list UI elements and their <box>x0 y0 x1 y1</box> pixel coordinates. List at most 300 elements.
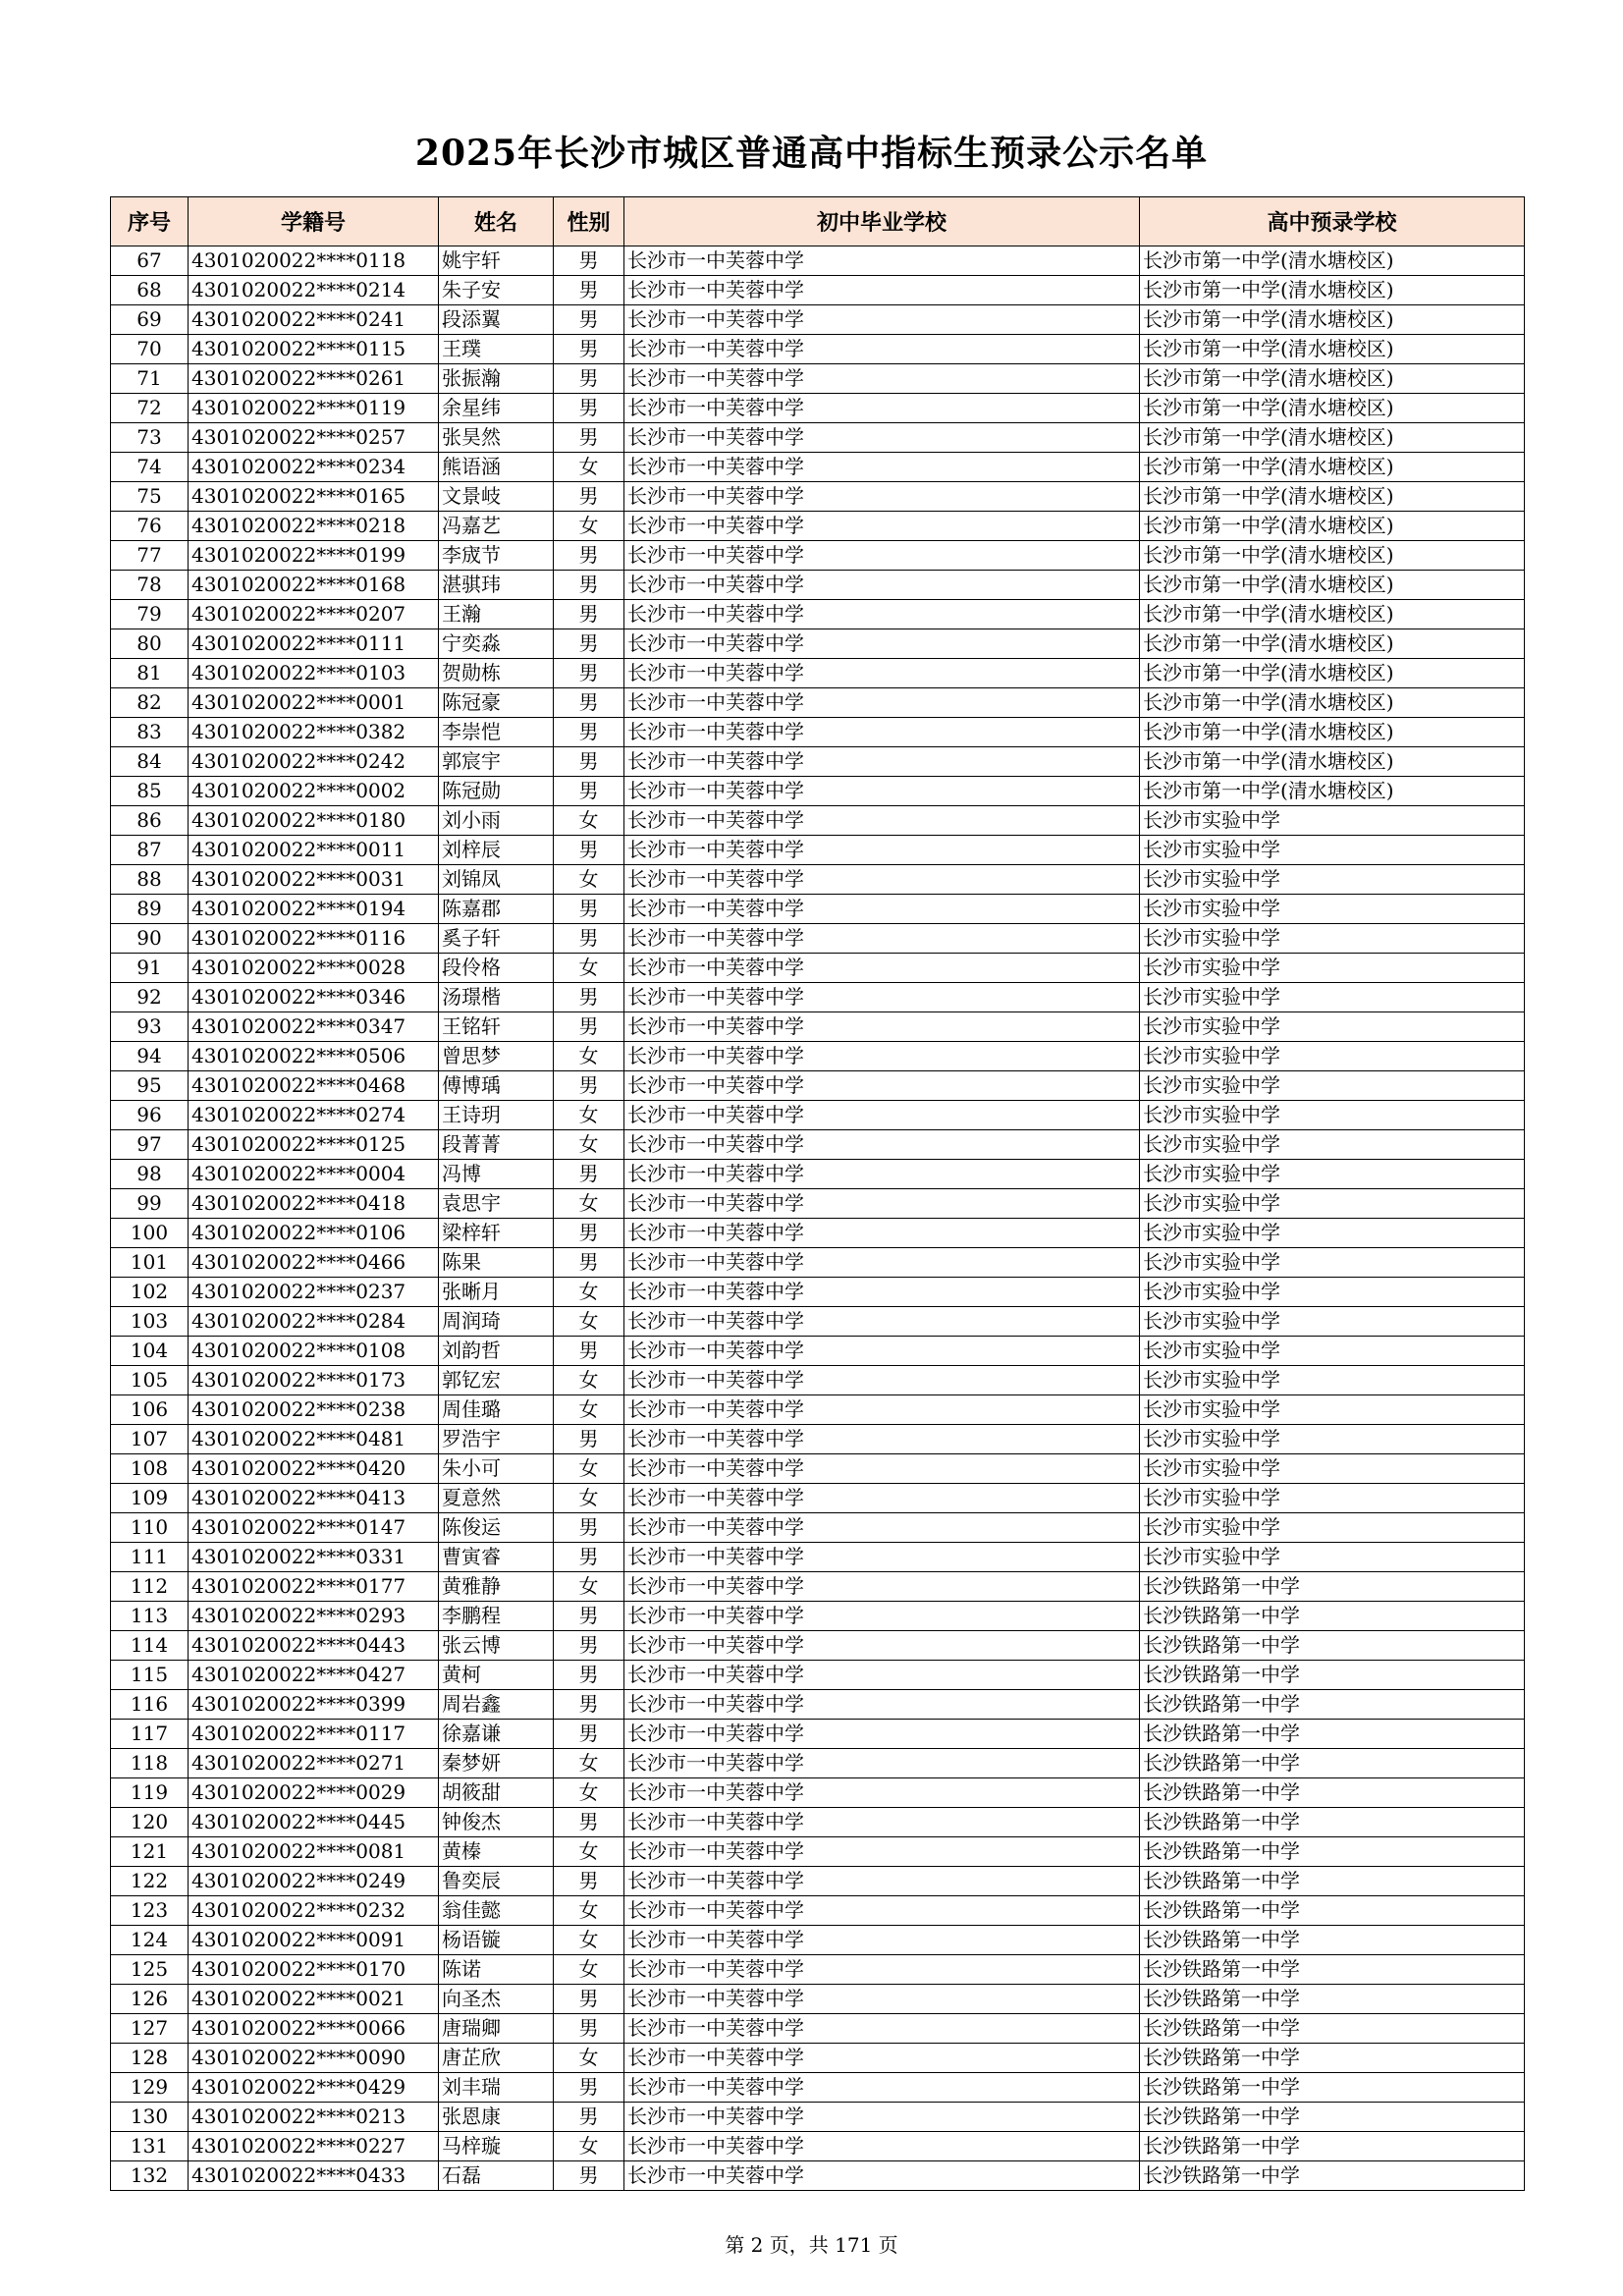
cell-gender: 男 <box>554 836 624 865</box>
cell-gender: 男 <box>554 1248 624 1278</box>
cell-middle-school: 长沙市一中芙蓉中学 <box>624 571 1140 600</box>
cell-name: 冯嘉艺 <box>439 512 554 541</box>
cell-index: 114 <box>111 1631 189 1661</box>
cell-middle-school: 长沙市一中芙蓉中学 <box>624 364 1140 394</box>
cell-student-id: 4301020022****0443 <box>189 1631 439 1661</box>
table-row <box>111 1101 1525 1130</box>
cell-high-school: 长沙市实验中学 <box>1140 865 1525 895</box>
table-row <box>111 2044 1525 2073</box>
cell-index: 113 <box>111 1602 189 1631</box>
table-row <box>111 1248 1525 1278</box>
cell-high-school: 长沙市第一中学(清水塘校区) <box>1140 659 1525 688</box>
cell-name: 姚宇轩 <box>439 246 554 276</box>
cell-high-school: 长沙铁路第一中学 <box>1140 2103 1525 2132</box>
cell-student-id: 4301020022****0118 <box>189 246 439 276</box>
cell-student-id: 4301020022****0207 <box>189 600 439 629</box>
cell-name: 陈冠勋 <box>439 777 554 806</box>
cell-name: 胡筱甜 <box>439 1778 554 1808</box>
cell-middle-school: 长沙市一中芙蓉中学 <box>624 688 1140 718</box>
cell-index: 86 <box>111 806 189 836</box>
cell-index: 118 <box>111 1749 189 1778</box>
cell-high-school: 长沙铁路第一中学 <box>1140 1690 1525 1720</box>
cell-index: 97 <box>111 1130 189 1160</box>
cell-index: 106 <box>111 1395 189 1425</box>
cell-student-id: 4301020022****0106 <box>189 1219 439 1248</box>
cell-index: 98 <box>111 1160 189 1189</box>
table-row <box>111 718 1525 747</box>
cell-middle-school: 长沙市一中芙蓉中学 <box>624 453 1140 482</box>
cell-name: 钟俊杰 <box>439 1808 554 1837</box>
cell-student-id: 4301020022****0241 <box>189 305 439 335</box>
cell-middle-school: 长沙市一中芙蓉中学 <box>624 1837 1140 1867</box>
cell-index: 69 <box>111 305 189 335</box>
header-middle-school: 初中毕业学校 <box>624 197 1140 246</box>
cell-middle-school: 长沙市一中芙蓉中学 <box>624 1896 1140 1926</box>
cell-gender: 女 <box>554 1454 624 1484</box>
cell-index: 122 <box>111 1867 189 1896</box>
cell-middle-school: 长沙市一中芙蓉中学 <box>624 895 1140 924</box>
cell-index: 123 <box>111 1896 189 1926</box>
table-row <box>111 1395 1525 1425</box>
cell-name: 陈嘉郡 <box>439 895 554 924</box>
cell-name: 冯博 <box>439 1160 554 1189</box>
cell-middle-school: 长沙市一中芙蓉中学 <box>624 1454 1140 1484</box>
table-row <box>111 1219 1525 1248</box>
cell-student-id: 4301020022****0347 <box>189 1012 439 1042</box>
cell-index: 108 <box>111 1454 189 1484</box>
table-row <box>111 1837 1525 1867</box>
cell-gender: 男 <box>554 1543 624 1572</box>
table-row <box>111 1955 1525 1985</box>
cell-gender: 男 <box>554 1867 624 1896</box>
cell-gender: 女 <box>554 453 624 482</box>
cell-high-school: 长沙市实验中学 <box>1140 954 1525 983</box>
cell-middle-school: 长沙市一中芙蓉中学 <box>624 1484 1140 1513</box>
cell-name: 段菁菁 <box>439 1130 554 1160</box>
cell-middle-school: 长沙市一中芙蓉中学 <box>624 1985 1140 2014</box>
cell-index: 81 <box>111 659 189 688</box>
cell-student-id: 4301020022****0091 <box>189 1926 439 1955</box>
table-header-row <box>111 197 1525 246</box>
cell-high-school: 长沙市第一中学(清水塘校区) <box>1140 629 1525 659</box>
cell-name: 王铭轩 <box>439 1012 554 1042</box>
cell-high-school: 长沙市实验中学 <box>1140 1071 1525 1101</box>
cell-student-id: 4301020022****0242 <box>189 747 439 777</box>
cell-name: 段添翼 <box>439 305 554 335</box>
cell-middle-school: 长沙市一中芙蓉中学 <box>624 1513 1140 1543</box>
cell-gender: 男 <box>554 394 624 423</box>
cell-index: 96 <box>111 1101 189 1130</box>
cell-middle-school: 长沙市一中芙蓉中学 <box>624 777 1140 806</box>
cell-index: 107 <box>111 1425 189 1454</box>
cell-student-id: 4301020022****0115 <box>189 335 439 364</box>
cell-index: 67 <box>111 246 189 276</box>
cell-index: 92 <box>111 983 189 1012</box>
cell-gender: 男 <box>554 629 624 659</box>
cell-student-id: 4301020022****0429 <box>189 2073 439 2103</box>
cell-middle-school: 长沙市一中芙蓉中学 <box>624 394 1140 423</box>
cell-middle-school: 长沙市一中芙蓉中学 <box>624 836 1140 865</box>
cell-index: 95 <box>111 1071 189 1101</box>
cell-student-id: 4301020022****0249 <box>189 1867 439 1896</box>
cell-gender: 男 <box>554 2014 624 2044</box>
table-row <box>111 1337 1525 1366</box>
cell-high-school: 长沙市实验中学 <box>1140 1337 1525 1366</box>
cell-gender: 女 <box>554 1130 624 1160</box>
cell-student-id: 4301020022****0028 <box>189 954 439 983</box>
cell-gender: 男 <box>554 1808 624 1837</box>
cell-index: 76 <box>111 512 189 541</box>
cell-index: 111 <box>111 1543 189 1572</box>
cell-name: 张恩康 <box>439 2103 554 2132</box>
cell-student-id: 4301020022****0468 <box>189 1071 439 1101</box>
table-row <box>111 895 1525 924</box>
cell-high-school: 长沙铁路第一中学 <box>1140 2014 1525 2044</box>
cell-gender: 男 <box>554 335 624 364</box>
cell-gender: 女 <box>554 1572 624 1602</box>
table-row <box>111 453 1525 482</box>
cell-gender: 女 <box>554 1189 624 1219</box>
cell-middle-school: 长沙市一中芙蓉中学 <box>624 1071 1140 1101</box>
cell-high-school: 长沙市实验中学 <box>1140 1395 1525 1425</box>
cell-name: 陈果 <box>439 1248 554 1278</box>
cell-high-school: 长沙市实验中学 <box>1140 1278 1525 1307</box>
cell-middle-school: 长沙市一中芙蓉中学 <box>624 1248 1140 1278</box>
cell-student-id: 4301020022****0177 <box>189 1572 439 1602</box>
cell-gender: 男 <box>554 482 624 512</box>
cell-middle-school: 长沙市一中芙蓉中学 <box>624 1778 1140 1808</box>
cell-high-school: 长沙铁路第一中学 <box>1140 1867 1525 1896</box>
cell-student-id: 4301020022****0117 <box>189 1720 439 1749</box>
cell-high-school: 长沙市第一中学(清水塘校区) <box>1140 541 1525 571</box>
cell-high-school: 长沙市实验中学 <box>1140 1219 1525 1248</box>
table-row <box>111 1484 1525 1513</box>
cell-gender: 男 <box>554 777 624 806</box>
cell-middle-school: 长沙市一中芙蓉中学 <box>624 1425 1140 1454</box>
table-row <box>111 2073 1525 2103</box>
cell-high-school: 长沙铁路第一中学 <box>1140 2132 1525 2161</box>
cell-student-id: 4301020022****0066 <box>189 2014 439 2044</box>
table-row <box>111 777 1525 806</box>
cell-name: 刘丰瑞 <box>439 2073 554 2103</box>
cell-gender: 男 <box>554 1012 624 1042</box>
cell-high-school: 长沙铁路第一中学 <box>1140 1778 1525 1808</box>
table-row <box>111 364 1525 394</box>
cell-name: 黄柯 <box>439 1661 554 1690</box>
cell-name: 张振瀚 <box>439 364 554 394</box>
cell-middle-school: 长沙市一中芙蓉中学 <box>624 1867 1140 1896</box>
cell-name: 湛骐玮 <box>439 571 554 600</box>
cell-high-school: 长沙铁路第一中学 <box>1140 1602 1525 1631</box>
cell-index: 85 <box>111 777 189 806</box>
cell-index: 116 <box>111 1690 189 1720</box>
cell-student-id: 4301020022****0293 <box>189 1602 439 1631</box>
cell-gender: 男 <box>554 364 624 394</box>
cell-name: 郭钇宏 <box>439 1366 554 1395</box>
cell-gender: 女 <box>554 1307 624 1337</box>
cell-name: 贺勋栋 <box>439 659 554 688</box>
cell-name: 奚子轩 <box>439 924 554 954</box>
table-row <box>111 1985 1525 2014</box>
cell-index: 129 <box>111 2073 189 2103</box>
cell-middle-school: 长沙市一中芙蓉中学 <box>624 1101 1140 1130</box>
cell-middle-school: 长沙市一中芙蓉中学 <box>624 1955 1140 1985</box>
cell-student-id: 4301020022****0234 <box>189 453 439 482</box>
table-row <box>111 571 1525 600</box>
cell-high-school: 长沙市第一中学(清水塘校区) <box>1140 747 1525 777</box>
cell-index: 73 <box>111 423 189 453</box>
cell-index: 77 <box>111 541 189 571</box>
cell-name: 刘梓辰 <box>439 836 554 865</box>
cell-middle-school: 长沙市一中芙蓉中学 <box>624 1631 1140 1661</box>
cell-student-id: 4301020022****0119 <box>189 394 439 423</box>
cell-student-id: 4301020022****0346 <box>189 983 439 1012</box>
cell-index: 128 <box>111 2044 189 2073</box>
cell-middle-school: 长沙市一中芙蓉中学 <box>624 2132 1140 2161</box>
cell-student-id: 4301020022****0125 <box>189 1130 439 1160</box>
cell-student-id: 4301020022****0194 <box>189 895 439 924</box>
table-row <box>111 1808 1525 1837</box>
cell-student-id: 4301020022****0168 <box>189 571 439 600</box>
cell-index: 105 <box>111 1366 189 1395</box>
cell-index: 124 <box>111 1926 189 1955</box>
cell-high-school: 长沙铁路第一中学 <box>1140 1896 1525 1926</box>
cell-name: 郭宸宇 <box>439 747 554 777</box>
cell-middle-school: 长沙市一中芙蓉中学 <box>624 2044 1140 2073</box>
cell-name: 黄雅静 <box>439 1572 554 1602</box>
cell-name: 汤璟楷 <box>439 983 554 1012</box>
cell-gender: 男 <box>554 2073 624 2103</box>
cell-middle-school: 长沙市一中芙蓉中学 <box>624 2014 1140 2044</box>
header-name: 姓名 <box>439 197 554 246</box>
cell-gender: 女 <box>554 865 624 895</box>
cell-gender: 男 <box>554 2103 624 2132</box>
cell-high-school: 长沙市第一中学(清水塘校区) <box>1140 364 1525 394</box>
cell-gender: 男 <box>554 895 624 924</box>
cell-middle-school: 长沙市一中芙蓉中学 <box>624 276 1140 305</box>
cell-gender: 男 <box>554 924 624 954</box>
table-row <box>111 335 1525 364</box>
table-row <box>111 1602 1525 1631</box>
cell-name: 李鹏程 <box>439 1602 554 1631</box>
cell-middle-school: 长沙市一中芙蓉中学 <box>624 541 1140 571</box>
cell-middle-school: 长沙市一中芙蓉中学 <box>624 423 1140 453</box>
cell-gender: 男 <box>554 1160 624 1189</box>
cell-middle-school: 长沙市一中芙蓉中学 <box>624 482 1140 512</box>
cell-gender: 男 <box>554 718 624 747</box>
cell-name: 陈冠豪 <box>439 688 554 718</box>
cell-middle-school: 长沙市一中芙蓉中学 <box>624 335 1140 364</box>
cell-name: 石磊 <box>439 2161 554 2191</box>
cell-middle-school: 长沙市一中芙蓉中学 <box>624 1572 1140 1602</box>
cell-high-school: 长沙铁路第一中学 <box>1140 1926 1525 1955</box>
cell-student-id: 4301020022****0173 <box>189 1366 439 1395</box>
cell-student-id: 4301020022****0261 <box>189 364 439 394</box>
cell-name: 刘小雨 <box>439 806 554 836</box>
cell-name: 宁奕淼 <box>439 629 554 659</box>
cell-high-school: 长沙市实验中学 <box>1140 836 1525 865</box>
cell-name: 朱小可 <box>439 1454 554 1484</box>
cell-student-id: 4301020022****0108 <box>189 1337 439 1366</box>
cell-middle-school: 长沙市一中芙蓉中学 <box>624 600 1140 629</box>
cell-high-school: 长沙铁路第一中学 <box>1140 1631 1525 1661</box>
cell-index: 87 <box>111 836 189 865</box>
table-row <box>111 954 1525 983</box>
cell-student-id: 4301020022****0011 <box>189 836 439 865</box>
cell-gender: 女 <box>554 1778 624 1808</box>
cell-name: 秦梦妍 <box>439 1749 554 1778</box>
cell-name: 张晰月 <box>439 1278 554 1307</box>
table-row <box>111 629 1525 659</box>
cell-high-school: 长沙市实验中学 <box>1140 806 1525 836</box>
cell-student-id: 4301020022****0002 <box>189 777 439 806</box>
cell-middle-school: 长沙市一中芙蓉中学 <box>624 1395 1140 1425</box>
cell-index: 115 <box>111 1661 189 1690</box>
cell-index: 121 <box>111 1837 189 1867</box>
cell-student-id: 4301020022****0021 <box>189 1985 439 2014</box>
cell-gender: 男 <box>554 1631 624 1661</box>
cell-student-id: 4301020022****0274 <box>189 1101 439 1130</box>
cell-index: 79 <box>111 600 189 629</box>
cell-index: 101 <box>111 1248 189 1278</box>
cell-gender: 女 <box>554 1896 624 1926</box>
cell-index: 126 <box>111 1985 189 2014</box>
table-row <box>111 1867 1525 1896</box>
cell-high-school: 长沙市实验中学 <box>1140 895 1525 924</box>
cell-gender: 男 <box>554 1985 624 2014</box>
cell-high-school: 长沙铁路第一中学 <box>1140 1661 1525 1690</box>
cell-index: 82 <box>111 688 189 718</box>
cell-student-id: 4301020022****0466 <box>189 1248 439 1278</box>
table-row <box>111 1543 1525 1572</box>
cell-gender: 男 <box>554 571 624 600</box>
cell-index: 100 <box>111 1219 189 1248</box>
cell-high-school: 长沙市第一中学(清水塘校区) <box>1140 394 1525 423</box>
cell-student-id: 4301020022****0170 <box>189 1955 439 1985</box>
cell-middle-school: 长沙市一中芙蓉中学 <box>624 2103 1140 2132</box>
cell-high-school: 长沙铁路第一中学 <box>1140 2073 1525 2103</box>
table-row <box>111 512 1525 541</box>
table-row <box>111 541 1525 571</box>
cell-name: 李崇恺 <box>439 718 554 747</box>
page-title: 2025年长沙市城区普通高中指标生预录公示名单 <box>414 133 1209 174</box>
cell-gender: 男 <box>554 747 624 777</box>
table-row <box>111 1513 1525 1543</box>
cell-index: 75 <box>111 482 189 512</box>
cell-student-id: 4301020022****0199 <box>189 541 439 571</box>
cell-gender: 男 <box>554 1071 624 1101</box>
cell-name: 熊语涵 <box>439 453 554 482</box>
cell-high-school: 长沙市实验中学 <box>1140 983 1525 1012</box>
cell-high-school: 长沙市实验中学 <box>1140 1189 1525 1219</box>
cell-middle-school: 长沙市一中芙蓉中学 <box>624 1189 1140 1219</box>
cell-high-school: 长沙铁路第一中学 <box>1140 1720 1525 1749</box>
cell-middle-school: 长沙市一中芙蓉中学 <box>624 629 1140 659</box>
cell-name: 徐嘉谦 <box>439 1720 554 1749</box>
cell-name: 向圣杰 <box>439 1985 554 2014</box>
cell-high-school: 长沙市实验中学 <box>1140 1042 1525 1071</box>
cell-name: 王诗玥 <box>439 1101 554 1130</box>
cell-name: 段伶格 <box>439 954 554 983</box>
header-gender: 性别 <box>554 197 624 246</box>
cell-student-id: 4301020022****0413 <box>189 1484 439 1513</box>
page-footer: 第 2 页，共 171 页 <box>725 2233 898 2257</box>
cell-index: 117 <box>111 1720 189 1749</box>
cell-middle-school: 长沙市一中芙蓉中学 <box>624 1366 1140 1395</box>
cell-name: 张昊然 <box>439 423 554 453</box>
cell-student-id: 4301020022****0506 <box>189 1042 439 1071</box>
table-row <box>111 2103 1525 2132</box>
cell-high-school: 长沙铁路第一中学 <box>1140 2044 1525 2073</box>
cell-student-id: 4301020022****0418 <box>189 1189 439 1219</box>
table-row <box>111 482 1525 512</box>
cell-gender: 女 <box>554 1042 624 1071</box>
cell-high-school: 长沙铁路第一中学 <box>1140 1749 1525 1778</box>
cell-index: 127 <box>111 2014 189 2044</box>
table-row <box>111 1425 1525 1454</box>
table-row <box>111 659 1525 688</box>
cell-high-school: 长沙市第一中学(清水塘校区) <box>1140 305 1525 335</box>
cell-high-school: 长沙铁路第一中学 <box>1140 1808 1525 1837</box>
cell-name: 朱子安 <box>439 276 554 305</box>
cell-middle-school: 长沙市一中芙蓉中学 <box>624 1720 1140 1749</box>
cell-index: 68 <box>111 276 189 305</box>
cell-index: 102 <box>111 1278 189 1307</box>
cell-student-id: 4301020022****0227 <box>189 2132 439 2161</box>
cell-high-school: 长沙市第一中学(清水塘校区) <box>1140 423 1525 453</box>
cell-gender: 男 <box>554 983 624 1012</box>
cell-gender: 男 <box>554 1720 624 1749</box>
cell-high-school: 长沙市第一中学(清水塘校区) <box>1140 571 1525 600</box>
cell-high-school: 长沙铁路第一中学 <box>1140 1985 1525 2014</box>
table-row <box>111 1896 1525 1926</box>
cell-student-id: 4301020022****0238 <box>189 1395 439 1425</box>
cell-name: 袁思宇 <box>439 1189 554 1219</box>
cell-student-id: 4301020022****0237 <box>189 1278 439 1307</box>
cell-name: 鲁奕辰 <box>439 1867 554 1896</box>
cell-name: 周岩鑫 <box>439 1690 554 1720</box>
table-row <box>111 1278 1525 1307</box>
cell-high-school: 长沙市第一中学(清水塘校区) <box>1140 453 1525 482</box>
table-row <box>111 924 1525 954</box>
cell-student-id: 4301020022****0004 <box>189 1160 439 1189</box>
cell-index: 84 <box>111 747 189 777</box>
cell-name: 余星纬 <box>439 394 554 423</box>
cell-name: 罗浩宇 <box>439 1425 554 1454</box>
cell-high-school: 长沙市实验中学 <box>1140 1101 1525 1130</box>
cell-middle-school: 长沙市一中芙蓉中学 <box>624 1690 1140 1720</box>
cell-index: 90 <box>111 924 189 954</box>
cell-index: 70 <box>111 335 189 364</box>
cell-student-id: 4301020022****0232 <box>189 1896 439 1926</box>
cell-gender: 男 <box>554 423 624 453</box>
cell-gender: 女 <box>554 512 624 541</box>
cell-name: 杨语镟 <box>439 1926 554 1955</box>
table-row <box>111 1749 1525 1778</box>
table-row <box>111 394 1525 423</box>
cell-name: 周佳璐 <box>439 1395 554 1425</box>
cell-high-school: 长沙市实验中学 <box>1140 1454 1525 1484</box>
table-row <box>111 1720 1525 1749</box>
cell-high-school: 长沙铁路第一中学 <box>1140 1572 1525 1602</box>
table-row <box>111 600 1525 629</box>
cell-gender: 男 <box>554 600 624 629</box>
cell-index: 71 <box>111 364 189 394</box>
cell-name: 李宬节 <box>439 541 554 571</box>
roster-table <box>110 196 1525 2191</box>
cell-middle-school: 长沙市一中芙蓉中学 <box>624 954 1140 983</box>
cell-high-school: 长沙市实验中学 <box>1140 1543 1525 1572</box>
